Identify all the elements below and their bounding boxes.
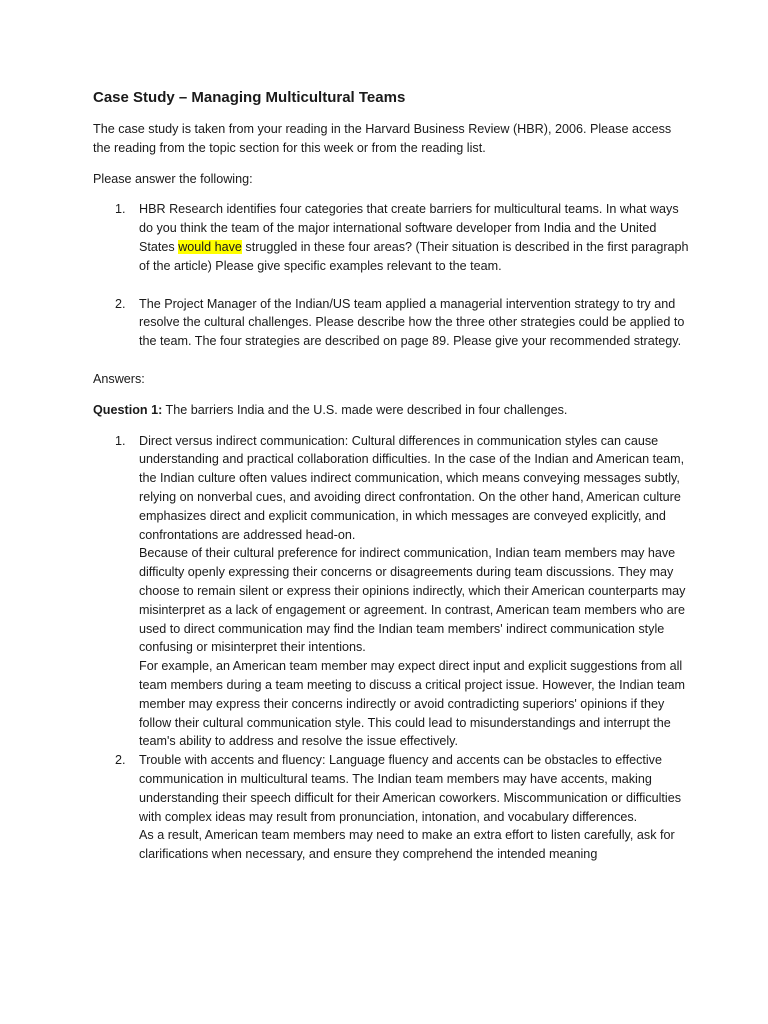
question-1-text: The barriers India and the U.S. made were described in four challenges. (162, 402, 568, 417)
highlighted-text: would have (178, 239, 242, 254)
question-item (93, 200, 692, 275)
answer-list (93, 432, 692, 864)
intro-paragraph: The case study is taken from your reading in the Harvard Business Review (HBR), 2006. Please access the reading from the topic section for this week or from the reading list. (93, 122, 672, 155)
answer-item (93, 751, 692, 864)
question-text-before: HBR Research identifies four categories that create barriers for multicultural teams. In what ways do you think the team of the major international software developer from India and the United States (139, 202, 679, 254)
answer-paragraph: Trouble with accents and fluency: Language fluency and accents can be obstacles to effective communication in multicultural teams. The Indian team members may have accents, making understanding their speech difficult for their American coworkers. Miscommunication or difficulties with complex ideas may result from pronunciation, intonation, and vocabulary differences. (139, 753, 682, 824)
answer-paragraph: For example, an American team member may expect direct input and explicit suggestions from all team members during a team meeting to discuss a critical project issue. However, the Indian team member may express their concerns indirectly or avoid contradicting superiors' opinions if they follow their cultural communication style. This could lead to misunderstandings and interrupt the team's ability to address and resolve the issue effectively. (139, 659, 685, 749)
answer-number: 1. (115, 433, 126, 448)
question-item (93, 295, 692, 351)
question-text-after: struggled in these four areas? (Their situation is described in the first paragraph of the article) Please give specific examples relevant to the team. (139, 239, 689, 273)
question-number: 1. (115, 202, 126, 217)
question-list (93, 200, 692, 351)
question-number: 2. (115, 296, 126, 311)
question-1-label: Question 1: (93, 402, 163, 417)
question-1-heading (93, 401, 692, 420)
question-text: The Project Manager of the Indian/US team applied a managerial intervention strategy to try and resolve the cultural challenges. Please describe how the three other strategies could be applied to the team. The four strategies are described on page 89. Please give your recommended strategy. (139, 296, 685, 349)
document-title: Case Study – Managing Multicultural Teams (93, 89, 406, 106)
answer-paragraph: Direct versus indirect communication: Cultural differences in communication styles can cause understanding and practical collaboration difficulties. In the case of the Indian and American team, the Indian culture often values indirect communication, which means conveying messages subtly, relying on nonverbal cues, and avoiding direct confrontation. On the other hand, American culture emphasizes direct and explicit communication, in which messages are conveyed explicitly, and confrontations are addressed head-on. (139, 433, 685, 542)
answer-paragraph: Because of their cultural preference for indirect communication, Indian team members may have difficulty openly expressing their concerns or disagreements during team discussions. They may choose to remain silent or express their opinions indirectly, which their American counterparts may misinterpret as a lack of engagement or agreement. In contrast, American team members who are used to direct communication may find the Indian team members' indirect communication style confusing or misinterpret their intentions. (139, 546, 686, 655)
answer-number: 2. (115, 753, 126, 768)
answers-heading: Answers: (93, 371, 145, 386)
answer-item (93, 432, 692, 752)
prompt-line: Please answer the following: (93, 171, 253, 186)
answer-paragraph: As a result, American team members may need to make an extra effort to listen carefully, ask for clarifications when necessary, and ensure they comprehend the intended meaning (139, 828, 675, 862)
